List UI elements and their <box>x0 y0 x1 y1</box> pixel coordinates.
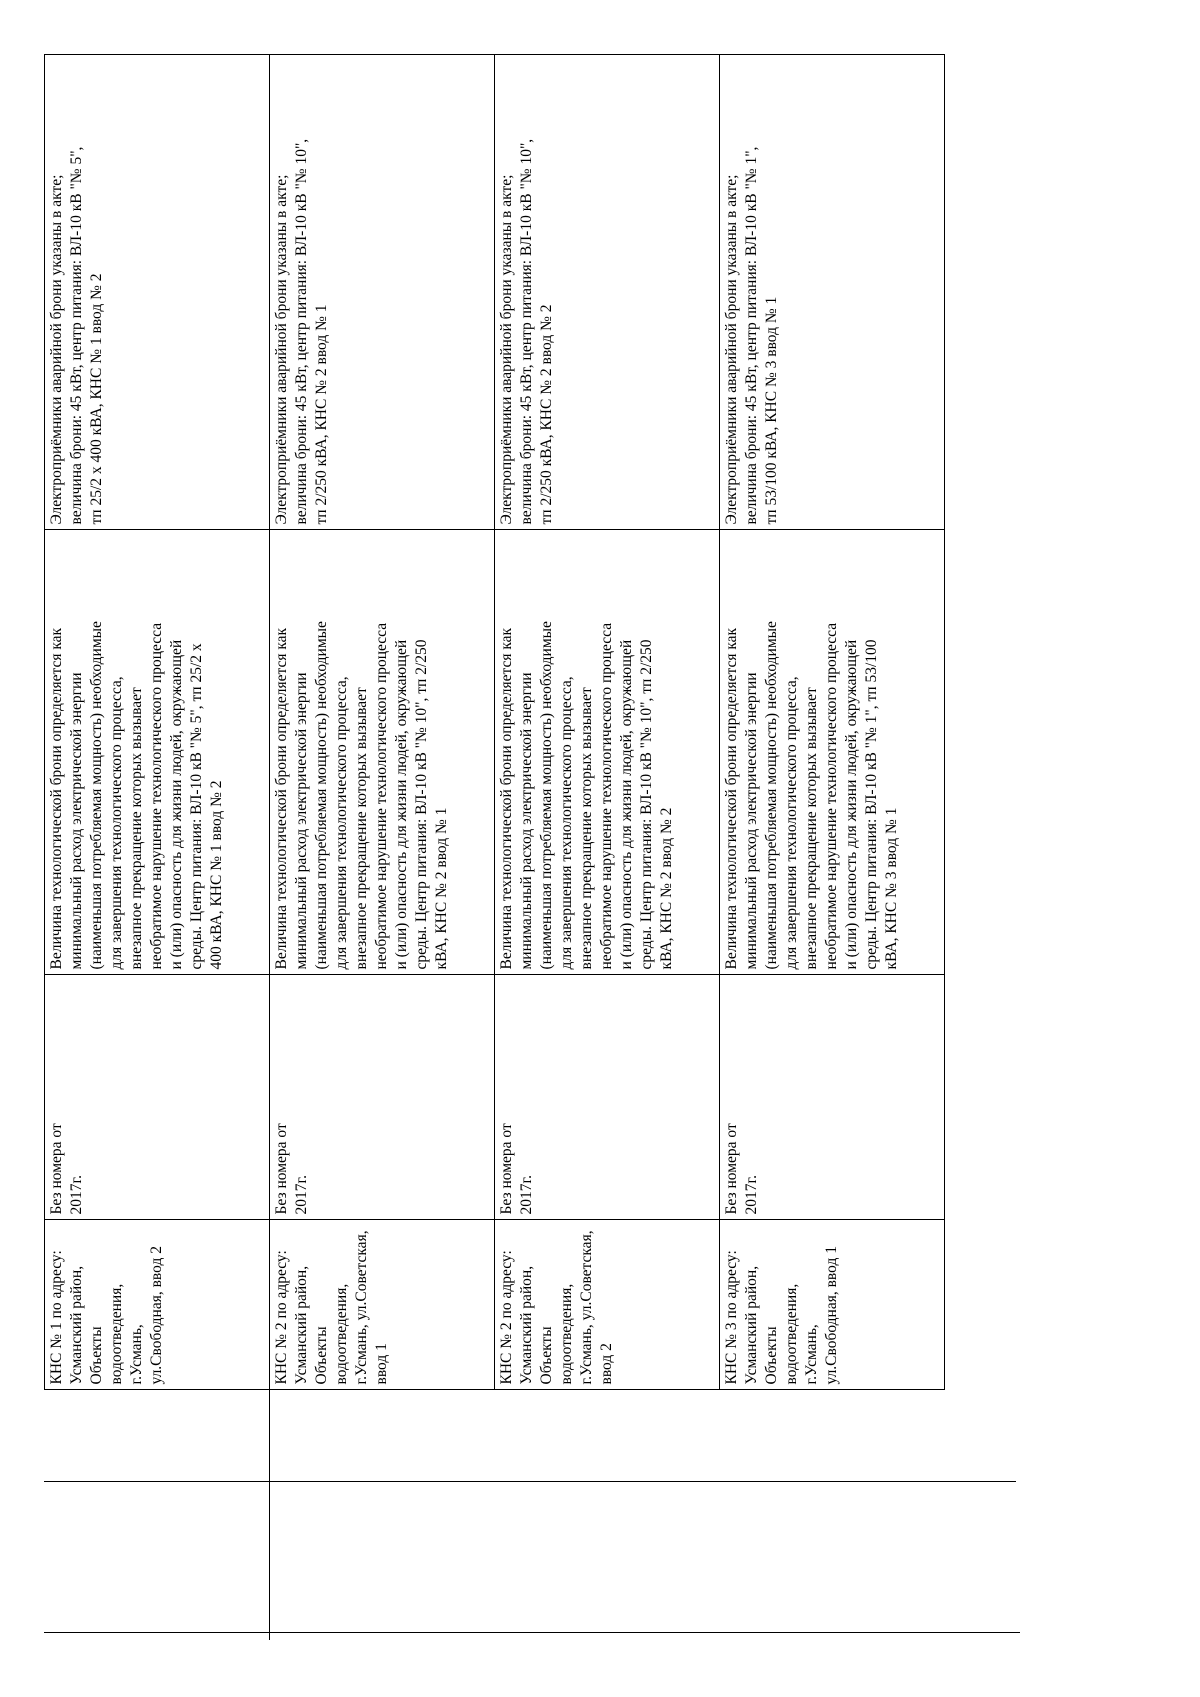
reservation-table <box>44 55 1045 1641</box>
table-row-remainder <box>945 55 1045 1640</box>
object-cell: КНС № 2 по адресу: Усманский район, Объекты водоотведения, г.Усмань, ул.Советская, ввод 1 <box>270 1220 495 1390</box>
table-cell-empty <box>720 1390 945 1640</box>
divider-line <box>44 1481 1016 1482</box>
tech-reserve-cell: Величина технологической брони определяется как минимальный расход электрической энергии (наименьшая потребляемая мощность) необходимые для завершения технологического процесса, внезапное прекращение которых вызывает необратимое нарушение технологического процесса и (или) опасность для жизни людей, окружающей среды. Центр питания: ВЛ-10 кВ "№ 10", тп 2/250 кВА, КНС № 2 ввод № 2 <box>495 530 720 975</box>
emergency-reserve-cell: Электроприёмники аварийной брони указаны в акте; величина брони: 45 кВт, центр питания: ВЛ-10 кВ "№ 1", тп 53/100 кВА, КНС № 3 ввод № 1 <box>720 55 945 530</box>
tech-reserve-cell: Величина технологической брони определяется как минимальный расход электрической энергии (наименьшая потребляемая мощность) необходимые для завершения технологического процесса, внезапное прекращение которых вызывает необратимое нарушение технологического процесса и (или) опасность для жизни людей, окружающей среды. Центр питания: ВЛ-10 кВ "№ 10", тп 2/250 кВА, КНС № 2 ввод № 1 <box>270 530 495 975</box>
emergency-reserve-cell: Электроприёмники аварийной брони указаны в акте; величина брони: 45 кВт, центр питания: ВЛ-10 кВ "№ 10", тп 2/250 кВА, КНС № 2 ввод № 2 <box>495 55 720 530</box>
act-cell: Без номера от 2017г. <box>270 975 495 1220</box>
emergency-reserve-cell: Электроприёмники аварийной брони указаны в акте; величина брони: 45 кВт, центр питания: ВЛ-10 кВ "№ 5", тп 25/2 х 400 кВА, КНС № 1 ввод № 2 <box>45 55 270 530</box>
table-cell-empty <box>945 1390 1045 1640</box>
act-cell: Без номера от 2017г. <box>45 975 270 1220</box>
table-row <box>45 55 270 1640</box>
divider-line <box>44 1632 1020 1633</box>
act-cell: Без номера от 2017г. <box>495 975 720 1220</box>
emergency-reserve-cell: Электроприёмники аварийной брони указаны в акте; величина брони: 45 кВт, центр питания: ВЛ-10 кВ "№ 10", тп 2/250 кВА, КНС № 2 ввод № 1 <box>270 55 495 530</box>
tech-reserve-cell: Величина технологической брони определяется как минимальный расход электрической энергии (наименьшая потребляемая мощность) необходимые для завершения технологического процесса, внезапное прекращение которых вызывает необратимое нарушение технологического процесса и (или) опасность для жизни людей, окружающей среды. Центр питания: ВЛ-10 кВ "№ 5", тп 25/2 х 400 кВА, КНС № 1 ввод № 2 <box>45 530 270 975</box>
table-cell-empty <box>945 530 1045 975</box>
table-row <box>720 55 945 1640</box>
table-cell-empty <box>45 1390 270 1640</box>
object-cell: КНС № 3 по адресу: Усманский район, Объекты водоотведения, г.Усмань, ул.Свободная, ввод 1 <box>720 1220 945 1390</box>
object-cell: КНС № 2 по адресу: Усманский район, Объекты водоотведения, г.Усмань, ул.Советская, ввод 2 <box>495 1220 720 1390</box>
table-cell-empty <box>270 1390 495 1640</box>
table-cell-empty <box>945 1220 1045 1390</box>
table-cell-empty <box>945 55 1045 530</box>
table-cell-empty <box>495 1390 720 1640</box>
object-cell: КНС № 1 по адресу: Усманский район, Объекты водоотведения, г.Усмань, ул.Свободная, ввод 2 <box>45 1220 270 1390</box>
tech-reserve-cell: Величина технологической брони определяется как минимальный расход электрической энергии (наименьшая потребляемая мощность) необходимые для завершения технологического процесса, внезапное прекращение которых вызывает необратимое нарушение технологического процесса и (или) опасность для жизни людей, окружающей среды. Центр питания: ВЛ-10 кВ "№ 1", тп 53/100 кВА, КНС № 3 ввод № 1 <box>720 530 945 975</box>
table-row <box>270 55 495 1640</box>
rotated-table-sheet <box>44 55 1044 1640</box>
table-cell-empty <box>945 975 1045 1220</box>
table-row <box>495 55 720 1640</box>
act-cell: Без номера от 2017г. <box>720 975 945 1220</box>
